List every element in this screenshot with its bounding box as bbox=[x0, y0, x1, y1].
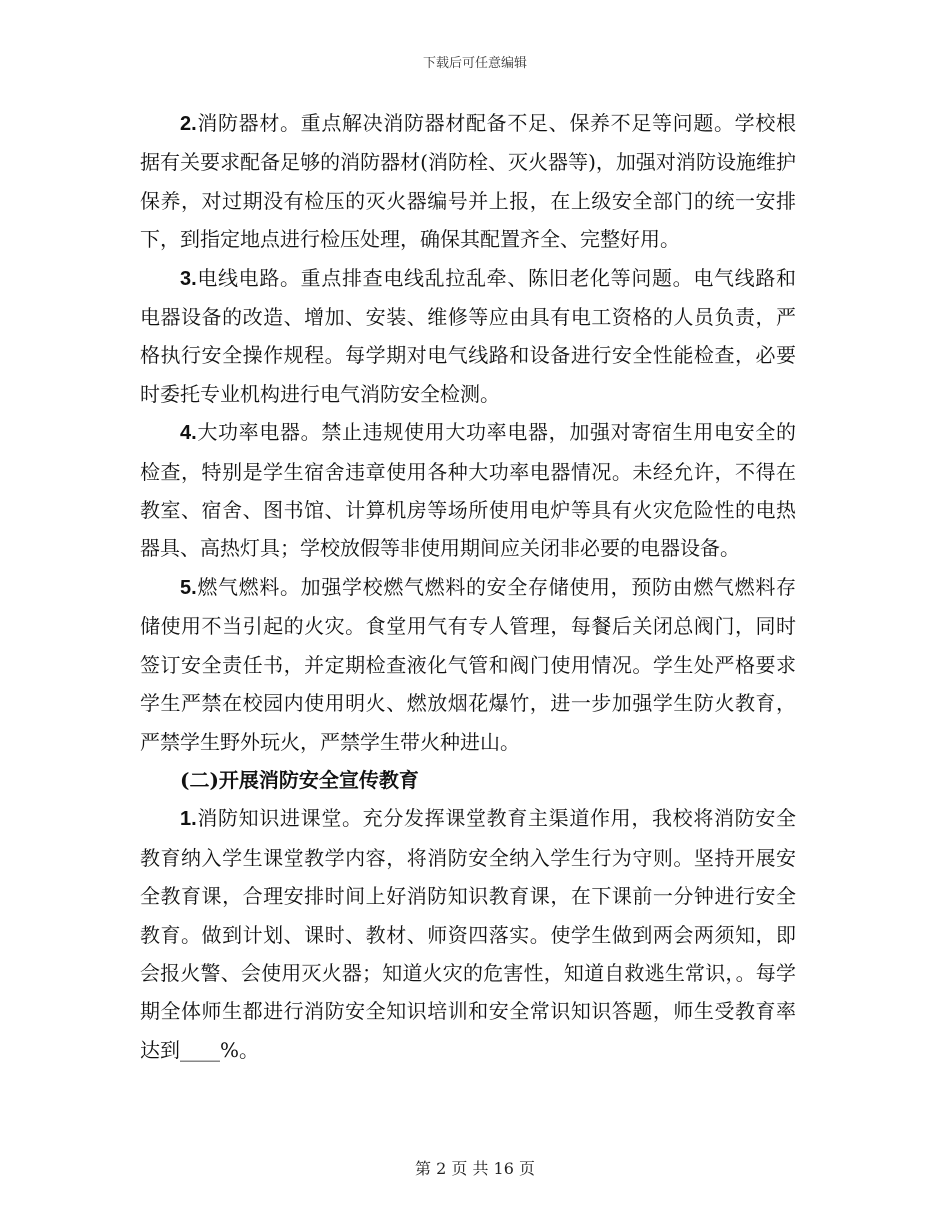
paragraph-text: 大功率电器。禁止违规使用大功率电器，加强对寄宿生用电安全的检查，特别是学生宿舍违章使用各种大功率电器情况。未经允许，不得在教室、宿舍、图书馆、计算机房等场所使用电炉等具有火灾危险性的电热器具、高热灯具；学校放假等非使用期间应关闭非必要的电器设备。 bbox=[140, 420, 796, 561]
section-heading: (二)开展消防安全宣传教育 bbox=[180, 767, 419, 792]
paragraph-text: 消防知识进课堂。充分发挥课堂教育主渠道作用，我校将消防安全教育纳入学生课堂教学内容，将消防安全纳入学生行为守则。坚持开展安全教育课，合理安排时间上好消防知识教育课，在下课前一分钟进行安全教育。做到计划、课时、教材、师资四落实。使学生做到两会两须知，即会报火警、会使用灭火器；知道火灾的危害性，知道自救逃生常识，。每学期全体师生都进行消防安全知识培训和安全常识知识答题，师生受教育率达到____%。 bbox=[140, 806, 796, 1062]
paragraph-number: 3. bbox=[180, 267, 197, 290]
paragraph-fire-equipment bbox=[140, 104, 796, 259]
paragraph-text: 电线电路。重点排查电线乱拉乱牵、陈旧老化等问题。电气线路和电器设备的改造、增加、安装、维修等应由具有电工资格的人员负责，严格执行安全操作规程。每学期对电气线路和设备进行安全性能检查，必要时委托专业机构进行电气消防安全检测。 bbox=[140, 265, 796, 406]
paragraph-number: 1. bbox=[180, 808, 197, 831]
paragraph-number: 2. bbox=[180, 113, 197, 135]
paragraph-fire-knowledge-class bbox=[140, 799, 796, 1069]
page-footer: 第 2 页 共 16 页 bbox=[415, 1159, 535, 1178]
paragraph-wiring bbox=[140, 259, 796, 414]
document-body bbox=[140, 104, 796, 1069]
paragraph-number: 5. bbox=[180, 576, 197, 599]
paragraph-number: 4. bbox=[180, 422, 197, 445]
paragraph-text: 消防器材。重点解决消防器材配备不足、保养不足等问题。学校根据有关要求配备足够的消防器材(消防栓、灭火器等)，加强对消防设施维护保养，对过期没有检压的灭火器编号并上报，在上级安全部门的统一安排下，到指定地点进行检压处理，确保其配置齐全、完整好用。 bbox=[140, 111, 796, 252]
paragraph-high-power-appliances bbox=[140, 413, 796, 568]
paragraph-gas-fuel bbox=[140, 568, 796, 761]
paragraph-text: 燃气燃料。加强学校燃气燃料的安全存储使用，预防由燃气燃料存储使用不当引起的火灾。食堂用气有专人管理，每餐后关闭总阀门，同时签订安全责任书，并定期检查液化气管和阀门使用情况。学生处严格要求学生严禁在校园内使用明火、燃放烟花爆竹，进一步加强学生防火教育，严禁学生野外玩火，严禁学生带火种进山。 bbox=[140, 574, 796, 754]
page-header: 下载后可任意编辑 bbox=[422, 56, 527, 71]
